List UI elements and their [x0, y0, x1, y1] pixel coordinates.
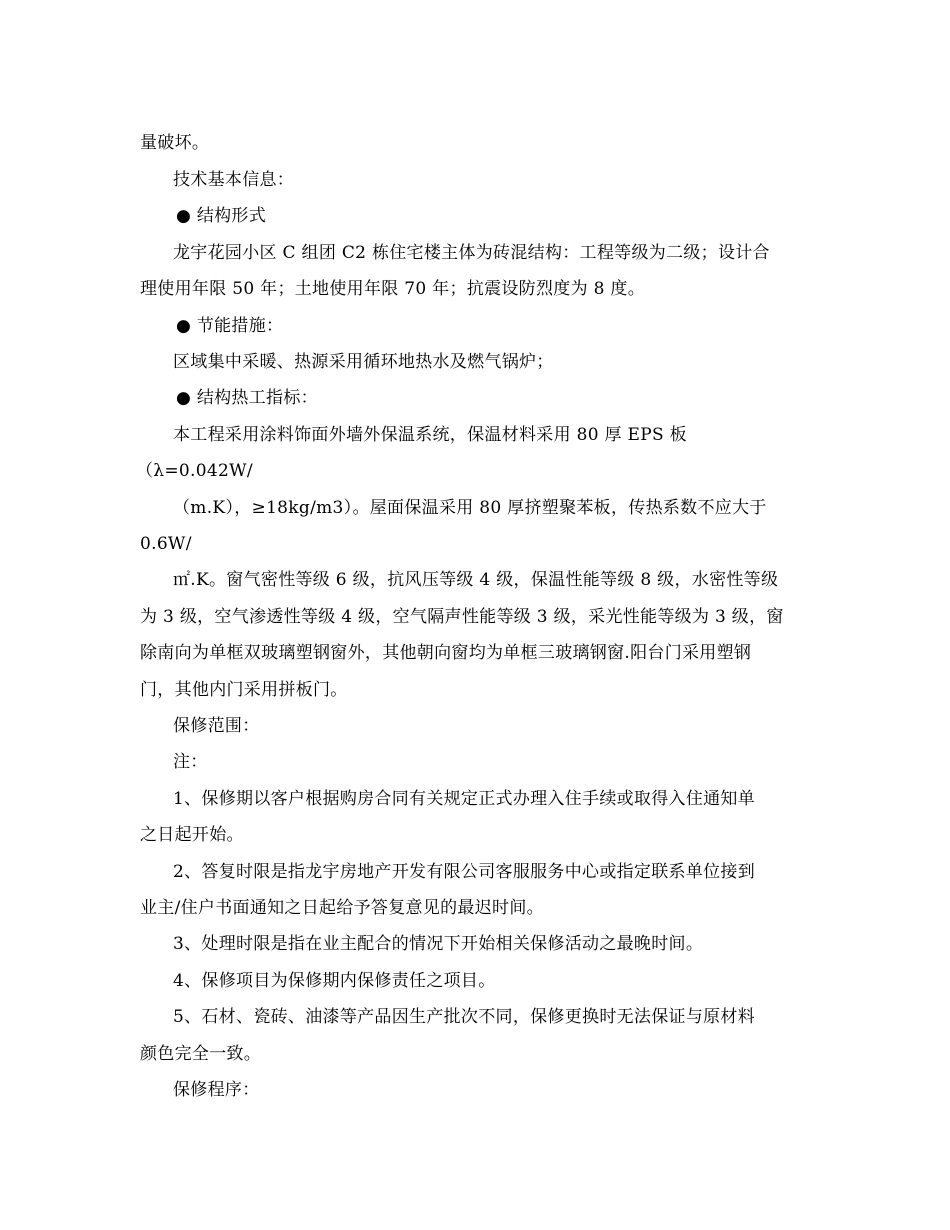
text-line: 颜色完全一致。 — [140, 1044, 262, 1064]
text-line: （λ=0.042W/ — [136, 461, 253, 481]
text-line: 0.6W/ — [140, 534, 192, 554]
text-line: 为 3 级，空气渗透性等级 4 级，空气隔声性能等级 3 级，采光性能等级为 3 级，窗 — [140, 607, 784, 627]
text-line: 除南向为单框双玻璃塑钢窗外，其他朝向窗均为单框三玻璃钢窗.阳台门采用塑钢 — [140, 643, 752, 663]
text-line: 注： — [173, 752, 208, 772]
bullet-line: ● 节能措施： — [176, 316, 284, 336]
text-line: 理使用年限 50 年；土地使用年限 70 年；抗震设防烈度为 8 度。 — [140, 279, 646, 299]
text-line: 龙宇花园小区 C 组团 C2 栋住宅楼主体为砖混结构：工程等级为二级；设计合 — [173, 243, 770, 263]
section-heading: 保修程序： — [173, 1080, 260, 1100]
list-item: 5、石材、瓷砖、油漆等产品因生产批次不同，保修更换时无法保证与原材料 — [173, 1007, 756, 1027]
text-line: 量破坏。 — [140, 133, 210, 153]
bullet-line: ● 结构形式 — [176, 206, 267, 226]
text-line: 业主/住户书面通知之日起给予答复意见的最迟时间。 — [140, 898, 544, 918]
text-line: 本工程采用涂料饰面外墙外保温系统，保温材料采用 80 厚 EPS 板 — [173, 425, 687, 445]
text-line: 技术基本信息： — [173, 170, 295, 190]
list-item: 2、答复时限是指龙宇房地产开发有限公司客服服务中心或指定联系单位接到 — [173, 862, 756, 882]
text-line: 区域集中采暖、热源采用循环地热水及燃气锅炉； — [173, 352, 554, 372]
text-line: 之日起开始。 — [140, 825, 244, 845]
list-item: 4、保修项目为保修期内保修责任之项目。 — [173, 971, 496, 991]
text-line: ㎡.K。窗气密性等级 6 级，抗风压等级 4 级，保温性能等级 8 级，水密性等级 — [173, 570, 779, 590]
text-line: 门，其他内门采用拼板门。 — [140, 680, 348, 700]
list-item: 1、保修期以客户根据购房合同有关规定正式办理入住手续或取得入住通知单 — [173, 789, 756, 809]
bullet-line: ● 结构热工指标： — [176, 388, 318, 408]
list-item: 3、处理时限是指在业主配合的情况下开始相关保修活动之最晚时间。 — [173, 934, 704, 954]
section-heading: 保修范围： — [173, 716, 260, 736]
text-line: （m.K），≥18kg/m3）。屋面保温采用 80 厚挤塑聚苯板，传热系数不应大于 — [173, 498, 767, 518]
